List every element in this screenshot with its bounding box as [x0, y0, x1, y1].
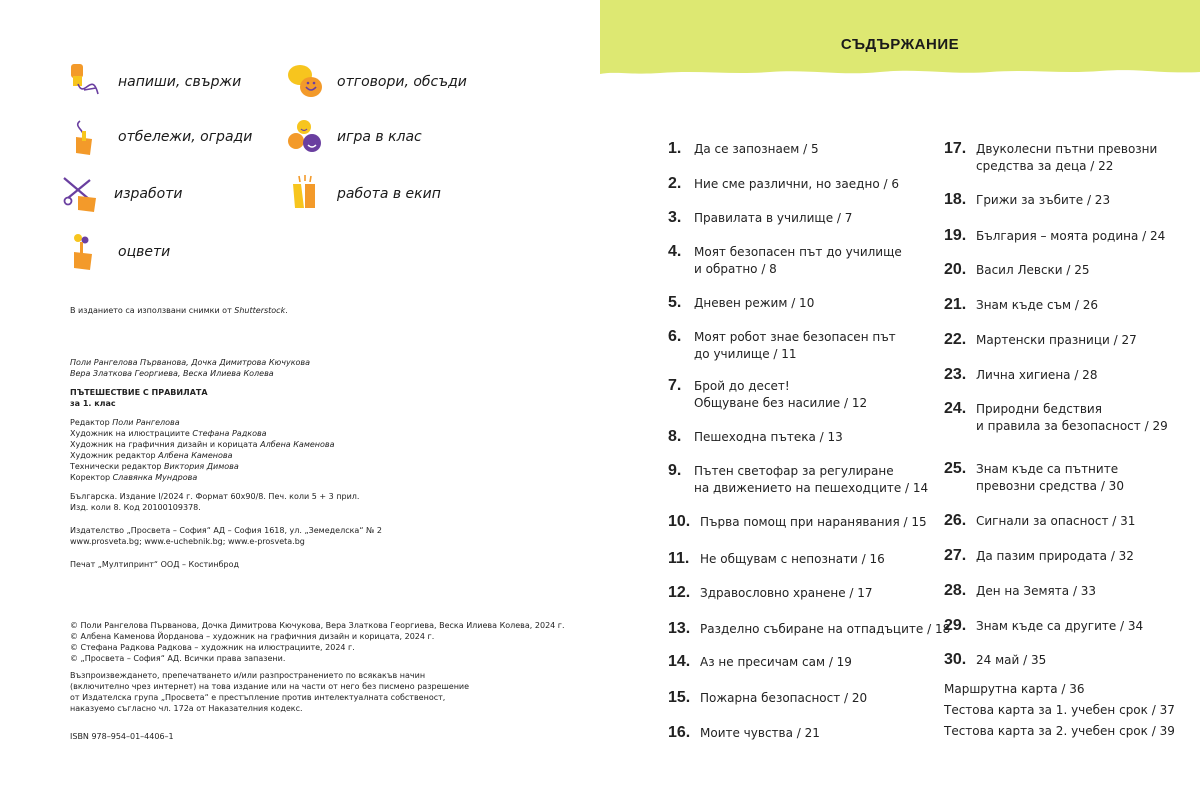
toc-title-line: Пътен светофар за регулиране [694, 464, 894, 478]
toc-number: 21. [944, 296, 967, 313]
toc-number: 29. [944, 617, 967, 634]
toc-title [976, 331, 1137, 349]
edition-line: Изд. коли 8. Код 20100109378. [70, 503, 201, 512]
toc-title [694, 209, 852, 227]
legend-label: отговори, обсъди [337, 74, 467, 90]
toc-number: 24. [944, 400, 967, 417]
toc-title-line: и обратно / 8 [694, 262, 777, 276]
toc-title [976, 617, 1143, 635]
legal-line: от Издателска група „Просвета“ е престъпление против интелектуалната собственост, [70, 693, 446, 702]
legend-answer-discuss [287, 62, 467, 102]
staff-role: Редактор [70, 418, 113, 427]
toc-title-line: до училище / 11 [694, 347, 797, 361]
toc-title [976, 400, 1168, 435]
toc-title [700, 620, 950, 638]
toc-entry[interactable] [668, 428, 843, 446]
toc-title [976, 191, 1110, 209]
toc-title [700, 653, 852, 671]
copyright-line: © „Просвета – София“ АД. Всички права запазени. [70, 654, 286, 663]
authors-line: Поли Рангелова Първанова, Дочка Димитрова Кючукова [70, 358, 311, 367]
staff-line [70, 450, 382, 461]
toc-extra-entry[interactable]: Тестова карта за 1. учебен срок / 37 [944, 703, 1175, 717]
toc-number: 22. [944, 331, 967, 348]
legal-line: наказуемо съгласно чл. 172а от Наказателния кодекс. [70, 704, 303, 713]
toc-number: 14. [668, 653, 691, 670]
toc-entry[interactable] [944, 617, 1143, 635]
high-five-icon [287, 174, 323, 214]
legend-write-connect [68, 62, 241, 102]
toc-title [700, 724, 820, 742]
toc-entry[interactable] [944, 582, 1096, 600]
toc-title-line: Васил Левски / 25 [976, 263, 1090, 277]
toc-title-line: Пожарна безопасност / 20 [700, 691, 868, 705]
toc-entry[interactable] [944, 140, 1157, 175]
toc-entry[interactable] [944, 366, 1097, 384]
toc-entry[interactable] [668, 550, 885, 568]
isbn: ISBN 978–954–01–4406–1 [70, 732, 174, 741]
toc-entry[interactable] [944, 400, 1168, 435]
toc-title-line: и правила за безопасност / 29 [976, 419, 1168, 433]
legend-label: оцвети [118, 244, 171, 260]
staff-name: Славянка Мундрова [112, 473, 198, 482]
staff-name: Албена Каменова [158, 451, 233, 460]
toc-title [976, 582, 1096, 600]
staff-role: Художник редактор [70, 451, 159, 460]
toc-number: 7. [668, 377, 682, 394]
brush-hand-icon [68, 232, 104, 272]
printer-line: Печат „Мултипринт“ ООД – Костинброд [70, 560, 240, 569]
legend-label: изработи [114, 186, 183, 202]
toc-title [700, 550, 885, 568]
toc-title [976, 460, 1124, 495]
toc-number: 16. [668, 724, 691, 741]
publisher-line: Издателство „Просвета – София“ АД – София 1618, ул. „Земеделска“ № 2 [70, 526, 382, 535]
legend-label: отбележи, огради [118, 129, 253, 145]
legal-line: Възпроизвеждането, препечатването и/или разпространението по всякакъв начин [70, 671, 426, 680]
toc-title-line: Аз не пресичам сам / 19 [700, 655, 852, 669]
toc-title-line: Пешеходна пътека / 13 [694, 430, 843, 444]
staff-line [70, 461, 382, 472]
toc-number: 10. [668, 513, 691, 530]
toc-title [976, 140, 1157, 175]
toc-number: 6. [668, 328, 682, 345]
toc-entry[interactable] [668, 243, 902, 278]
toc-entry[interactable] [944, 547, 1134, 565]
toc-number: 9. [668, 462, 682, 479]
toc-entry[interactable] [944, 227, 1165, 245]
legend-label: работа в екип [337, 186, 441, 202]
toc-title [976, 366, 1097, 384]
photo-credit-suffix: . [285, 306, 288, 315]
toc-number: 25. [944, 460, 967, 477]
toc-title-line: превозни средства / 30 [976, 479, 1124, 493]
toc-title-line: 24 май / 35 [976, 653, 1047, 667]
toc-title-line: Дневен режим / 10 [694, 296, 815, 310]
toc-entry[interactable] [668, 653, 852, 671]
pencil-hand-icon [68, 62, 104, 102]
toc-title [976, 296, 1098, 314]
toc-title [700, 513, 927, 531]
toc-number: 8. [668, 428, 682, 445]
toc-title-line: Здравословно хранене / 17 [700, 586, 873, 600]
toc-title-line: Знам къде съм / 26 [976, 298, 1099, 312]
copyright-line: © Поли Рангелова Първанова, Дочка Димитрова Кючукова, Вера Златкова Георгиева, Веска Илиева Колева, 2024 г. [70, 621, 565, 630]
toc-title-line: България – моята родина / 24 [976, 229, 1166, 243]
toc-title [700, 689, 867, 707]
toc-title [694, 377, 867, 412]
toc-title [694, 328, 896, 363]
toc-entry[interactable] [668, 689, 867, 707]
toc-number: 18. [944, 191, 967, 208]
staff-role: Коректор [70, 473, 113, 482]
toc-title-line: Моят робот знае безопасен път [694, 330, 896, 344]
toc-title-line: средства за деца / 22 [976, 159, 1114, 173]
staff-role: Технически редактор [70, 462, 165, 471]
legal-line: (включително чрез интернет) на това издание или на части от него без писмено разрешение [70, 682, 470, 691]
toc-title-line: Ние сме различни, но заедно / 6 [694, 177, 899, 191]
legend-class-game [287, 117, 422, 157]
toc-title-line: Общуване без насилие / 12 [694, 396, 868, 410]
toc-title [976, 651, 1046, 669]
toc-title [694, 140, 819, 158]
toc-number: 3. [668, 209, 682, 226]
toc-title [694, 175, 899, 193]
toc-entry[interactable] [944, 651, 1046, 669]
copyright-line: © Стефана Радкова Радкова – художник на илюстрациите, 2024 г. [70, 643, 355, 652]
toc-title-line: Ден на Земята / 33 [976, 584, 1097, 598]
toc-entry[interactable] [668, 294, 814, 312]
toc-title-line: Първа помощ при наранявания / 15 [700, 515, 927, 529]
staff-role: Художник на графичния дизайн и корицата [70, 440, 261, 449]
book-subtitle: за 1. клас [70, 399, 116, 408]
staff-role: Художник на илюстрациите [70, 429, 193, 438]
toc-title-line: Знам къде са пътните [976, 462, 1119, 476]
photo-credit-prefix: В изданието са използвани снимки от [70, 306, 235, 315]
toc-title [694, 294, 814, 312]
staff-name: Албена Каменова [260, 440, 335, 449]
toc-title-line: Брой до десет! [694, 379, 790, 393]
toc-title-line: Лична хигиена / 28 [976, 368, 1098, 382]
toc-title-line: Разделно събиране на отпадъците / 18 [700, 622, 951, 636]
speech-bubbles-icon [287, 62, 323, 102]
toc-number: 11. [668, 550, 690, 567]
toc-number: 23. [944, 366, 967, 383]
staff-line [70, 439, 382, 450]
toc-title [976, 261, 1090, 279]
toc-title-line: Грижи за зъбите / 23 [976, 193, 1111, 207]
toc-entry[interactable] [668, 377, 867, 412]
toc-title [694, 243, 902, 278]
copyright-line: © Албена Каменова Йорданова – художник на графичния дизайн и корицата, 2024 г. [70, 632, 435, 641]
toc-entry[interactable] [668, 620, 950, 638]
publisher-links: www.prosveta.bg; www.e-uchebnik.bg; www.e-prosveta.bg [70, 537, 305, 546]
toc-entry[interactable] [944, 261, 1090, 279]
staff-line [70, 417, 382, 428]
toc-title [976, 547, 1134, 565]
toc-number: 12. [668, 584, 691, 601]
page-title: СЪДЪРЖАНИЕ [840, 36, 960, 53]
toc-entry[interactable] [668, 175, 899, 193]
legend-label: напиши, свържи [118, 74, 242, 90]
imprint-block [70, 357, 382, 570]
toc-entry[interactable] [944, 512, 1135, 530]
toc-entry[interactable] [668, 209, 852, 227]
toc-title [976, 227, 1165, 245]
toc-title-line: Сигнали за опасност / 31 [976, 514, 1136, 528]
staff-name: Виктория Димова [164, 462, 239, 471]
toc-entry[interactable] [944, 460, 1124, 495]
toc-entry[interactable] [668, 140, 819, 158]
staff-line [70, 472, 382, 483]
contents-page [600, 0, 1200, 807]
toc-number: 4. [668, 243, 682, 260]
staff-name: Поли Рангелова [112, 418, 180, 427]
smiley-group-icon [287, 117, 323, 157]
toc-number: 13. [668, 620, 691, 637]
toc-number: 15. [668, 689, 691, 706]
toc-title-line: Моите чувства / 21 [700, 726, 820, 740]
toc-entry[interactable] [668, 513, 927, 531]
toc-title-line: на движението на пешеходците / 14 [694, 481, 929, 495]
toc-title-line: Моят безопасен път до училище [694, 245, 902, 259]
toc-title [694, 462, 928, 497]
toc-number: 28. [944, 582, 967, 599]
legend-teamwork [287, 174, 441, 214]
toc-number: 17. [944, 140, 967, 157]
staff-name: Стефана Радкова [192, 429, 267, 438]
toc-title [694, 428, 843, 446]
toc-title-line: Природни бедствия [976, 402, 1102, 416]
toc-extra-entry[interactable]: Маршрутна карта / 36 [944, 682, 1085, 696]
toc-entry[interactable] [944, 191, 1110, 209]
legend-mark-circle [68, 117, 252, 157]
toc-number: 5. [668, 294, 682, 311]
copyright-block [70, 620, 565, 714]
staff-line [70, 428, 382, 439]
toc-entry[interactable] [668, 462, 928, 497]
legend-color [68, 232, 170, 272]
authors-line: Вера Златкова Георгиева, Веска Илиева Колева [70, 369, 274, 378]
edition-line: Българска. Издание I/2024 г. Формат 60х90/8. Печ. коли 5 + 3 прил. [70, 492, 360, 501]
toc-title-line: Двуколесни пътни превозни [976, 142, 1158, 156]
toc-number: 20. [944, 261, 967, 278]
toc-extra-entry[interactable]: Тестова карта за 2. учебен срок / 39 [944, 724, 1175, 738]
legend-label: игра в клас [337, 129, 422, 145]
toc-title-line: Не общувам с непознати / 16 [700, 552, 885, 566]
toc-number: 19. [944, 227, 967, 244]
toc-entry[interactable] [944, 296, 1098, 314]
toc-number: 26. [944, 512, 967, 529]
toc-number: 1. [668, 140, 682, 157]
scissors-icon [60, 174, 100, 214]
toc-entry[interactable] [668, 584, 873, 602]
toc-title-line: Да пазим природата / 32 [976, 549, 1134, 563]
toc-title-line: Знам къде са другите / 34 [976, 619, 1144, 633]
legend-make [60, 174, 182, 214]
toc-number: 27. [944, 547, 967, 564]
toc-title [700, 584, 873, 602]
toc-title [976, 512, 1135, 530]
toc-title-line: Да се запознаем / 5 [694, 142, 819, 156]
toc-entry[interactable] [944, 331, 1137, 349]
toc-entry[interactable] [668, 724, 820, 742]
photo-credit-source: Shutterstock [234, 306, 286, 315]
toc-number: 30. [944, 651, 967, 668]
toc-entry[interactable] [668, 328, 896, 363]
book-title: ПЪТЕШЕСТВИЕ С ПРАВИЛАТА [70, 388, 208, 397]
pointing-hand-icon [68, 117, 104, 157]
photo-credit [70, 305, 288, 316]
toc-title-line: Мартенски празници / 27 [976, 333, 1137, 347]
toc-number: 2. [668, 175, 682, 192]
toc-title-line: Правилата в училище / 7 [694, 211, 853, 225]
